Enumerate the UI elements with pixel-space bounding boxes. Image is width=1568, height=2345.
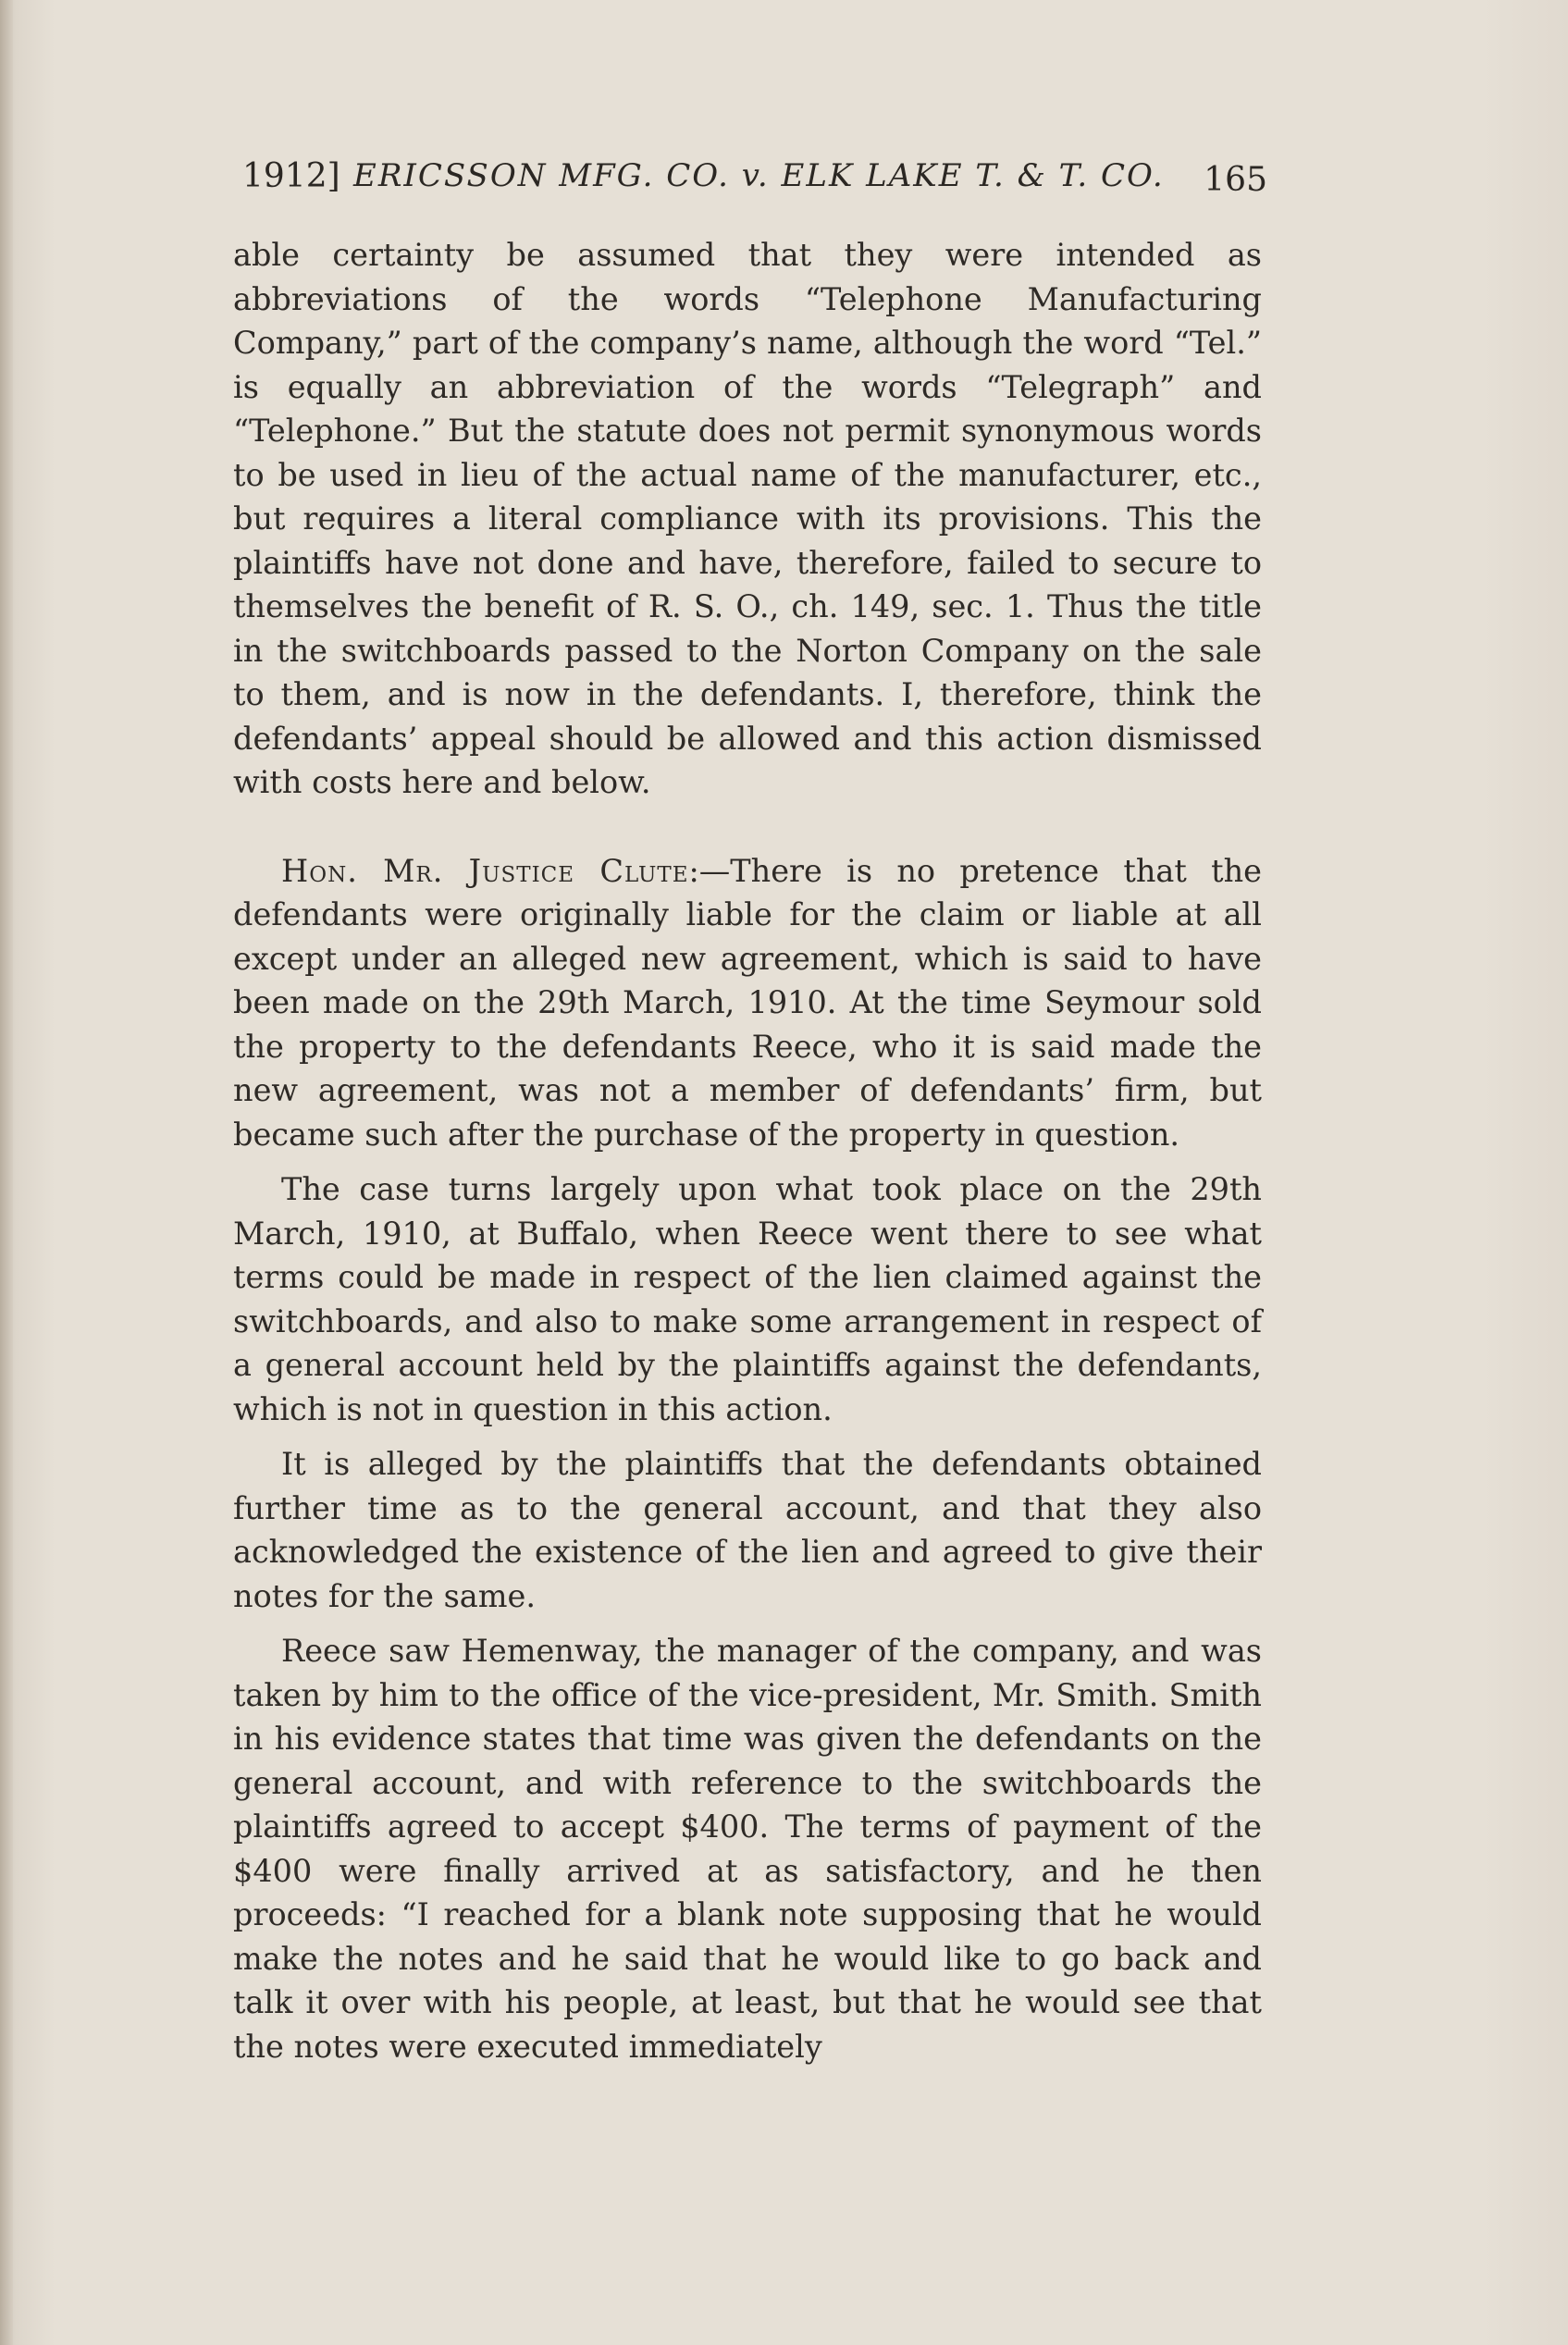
page-number: 165 [1204, 161, 1267, 199]
paragraph-2-text: :—There is no pretence that the defendants were originally liable for the claim or liable at all except under an alleged new agreement, which is said to have been made on the 29th March, 1910. At the time Seymour sold the property to the defendants Reece, who it is said made the new agreement, was not a member of defendants’ firm, but became such after the purchase of the property in question. [233, 852, 1262, 1153]
body-text [233, 233, 1262, 2068]
header-year: 1912] [242, 157, 340, 195]
header-case-title: ERICSSON MFG. CO. v. ELK LAKE T. & T. CO. [353, 157, 1165, 194]
judge-name: Hon. Mr. Justice Clute [281, 852, 689, 889]
paragraph-2 [233, 849, 1262, 1157]
paragraph-5: Reece saw Hemenway, the manager of the company, and was taken by him to the office of the vice-president, Mr. Smith. Smith in his evidence states that time was given the defendants on the general account, and with reference to the switchboards the plaintiffs agreed to accept $400. The terms of payment of the $400 were finally arrived at as satisfactory, and he then proceeds: “I reached for a blank note supposing that he would make the notes and he said that he would like to go back and talk it over with his people, at least, but that he would see that the notes were executed immediately [233, 1633, 1262, 2065]
paragraph-4: It is alleged by the plaintiffs that the defendants obtained further time as to the general account, and that they also acknowledged the existence of the lien and agreed to give their notes for the same. [233, 1446, 1262, 1614]
running-header [242, 157, 1267, 213]
page-gutter [0, 0, 13, 2345]
paragraph-3: The case turns largely upon what took place on the 29th March, 1910, at Buffalo, when Reece went there to see what terms could be made in respect of the lien claimed against the switchboards, and also to make some arrangement in respect of a general account held by the plaintiffs against the defendants, which is not in question in this action. [233, 1171, 1262, 1427]
paragraph-1: able certainty be assumed that they were intended as abbreviations of the words “Telephone Manufacturing Company,” part of the company’s name, although the word “Tel.” is equally an abbreviation of the words “Telegraph” and “Telephone.” But the statute does not permit synonymous words to be used in lieu of the actual name of the manufacturer, etc., but requires a literal compliance with its provisions. This the plaintiffs have not done and have, therefore, failed to secure to themselves the benefit of R. S. O., ch. 149, sec. 1. Thus the title in the switchboards passed to the Norton Company on the sale to them, and is now in the defendants. I, therefore, think the defendants’ appeal should be allowed and this action dismissed with costs here and below. [233, 237, 1262, 800]
